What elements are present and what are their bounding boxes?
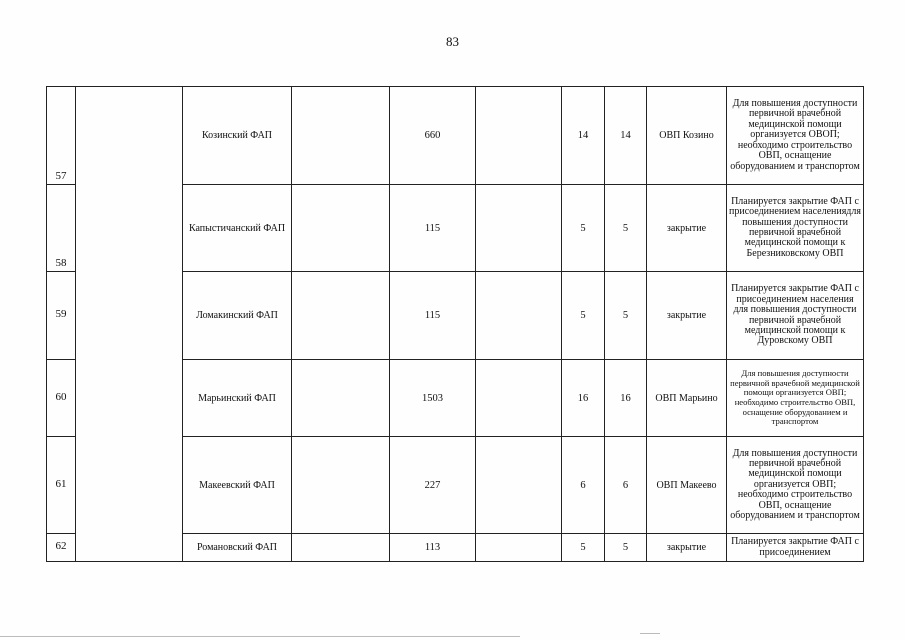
action-cell: ОВП Марьино (647, 360, 727, 437)
count-cell-a: 5 (562, 534, 605, 562)
empty-cell (292, 437, 390, 534)
population-cell: 115 (390, 272, 476, 360)
scan-edge-mark (640, 633, 660, 634)
empty-cell (476, 87, 562, 185)
action-cell: закрытие (647, 272, 727, 360)
fap-name: Козинский ФАП (183, 87, 292, 185)
empty-cell (292, 534, 390, 562)
fap-name: Романовский ФАП (183, 534, 292, 562)
fap-table (46, 86, 864, 562)
row-number: 59 (47, 272, 76, 360)
empty-cell (476, 272, 562, 360)
count-cell-a: 16 (562, 360, 605, 437)
count-cell-b: 5 (605, 272, 647, 360)
count-cell-a: 5 (562, 185, 605, 272)
count-cell-b: 16 (605, 360, 647, 437)
note-cell: Планируется закрытие ФАП с присоединением населениядля повышения доступности первичной врачебной медицинской помощи к Березниковскому ОВП (727, 185, 864, 272)
district-cell (76, 87, 183, 562)
page-number: 83 (446, 34, 459, 49)
count-cell-a: 5 (562, 272, 605, 360)
population-cell: 115 (390, 185, 476, 272)
count-cell-b: 6 (605, 437, 647, 534)
note-cell: Планируется закрытие ФАП с присоединением (727, 534, 864, 562)
count-cell-b: 5 (605, 534, 647, 562)
note-cell: Для повышения доступности первичной врачебной медицинской помощи организуется ОВП; необходимо строительство ОВП, оснащение оборудованием и транспортом (727, 437, 864, 534)
row-number: 61 (47, 437, 76, 534)
action-cell: закрытие (647, 185, 727, 272)
note-cell: Планируется закрытие ФАП с присоединением населения для повышения доступности первичной врачебной медицинской помощи к Дуровскому ОВП (727, 272, 864, 360)
empty-cell (292, 272, 390, 360)
row-number: 62 (47, 534, 76, 562)
fap-table-wrapper (46, 86, 864, 562)
empty-cell (292, 185, 390, 272)
empty-cell (476, 437, 562, 534)
fap-name: Капыстичанский ФАП (183, 185, 292, 272)
action-cell: ОВП Козино (647, 87, 727, 185)
count-cell-b: 14 (605, 87, 647, 185)
note-cell: Для повышения доступности первичной врачебной медицинской помощи организуется ОВП; необходимо строительство ОВП, оснащение оборудованием и транспортом (727, 360, 864, 437)
table-row (47, 87, 864, 185)
empty-cell (476, 360, 562, 437)
scan-edge-line (0, 636, 520, 637)
population-cell: 660 (390, 87, 476, 185)
empty-cell (292, 360, 390, 437)
fap-name: Ломакинский ФАП (183, 272, 292, 360)
population-cell: 1503 (390, 360, 476, 437)
row-number: 57 (47, 87, 76, 185)
fap-name: Макеевский ФАП (183, 437, 292, 534)
row-number: 58 (47, 185, 76, 272)
count-cell-b: 5 (605, 185, 647, 272)
count-cell-a: 14 (562, 87, 605, 185)
note-cell: Для повышения доступности первичной врачебной медицинской помощи организуется ОВОП; необходимо строительство ОВП, оснащение оборудованием и транспортом (727, 87, 864, 185)
empty-cell (476, 185, 562, 272)
row-number: 60 (47, 360, 76, 437)
empty-cell (292, 87, 390, 185)
empty-cell (476, 534, 562, 562)
count-cell-a: 6 (562, 437, 605, 534)
action-cell: закрытие (647, 534, 727, 562)
population-cell: 227 (390, 437, 476, 534)
fap-name: Марьинский ФАП (183, 360, 292, 437)
population-cell: 113 (390, 534, 476, 562)
action-cell: ОВП Макеево (647, 437, 727, 534)
